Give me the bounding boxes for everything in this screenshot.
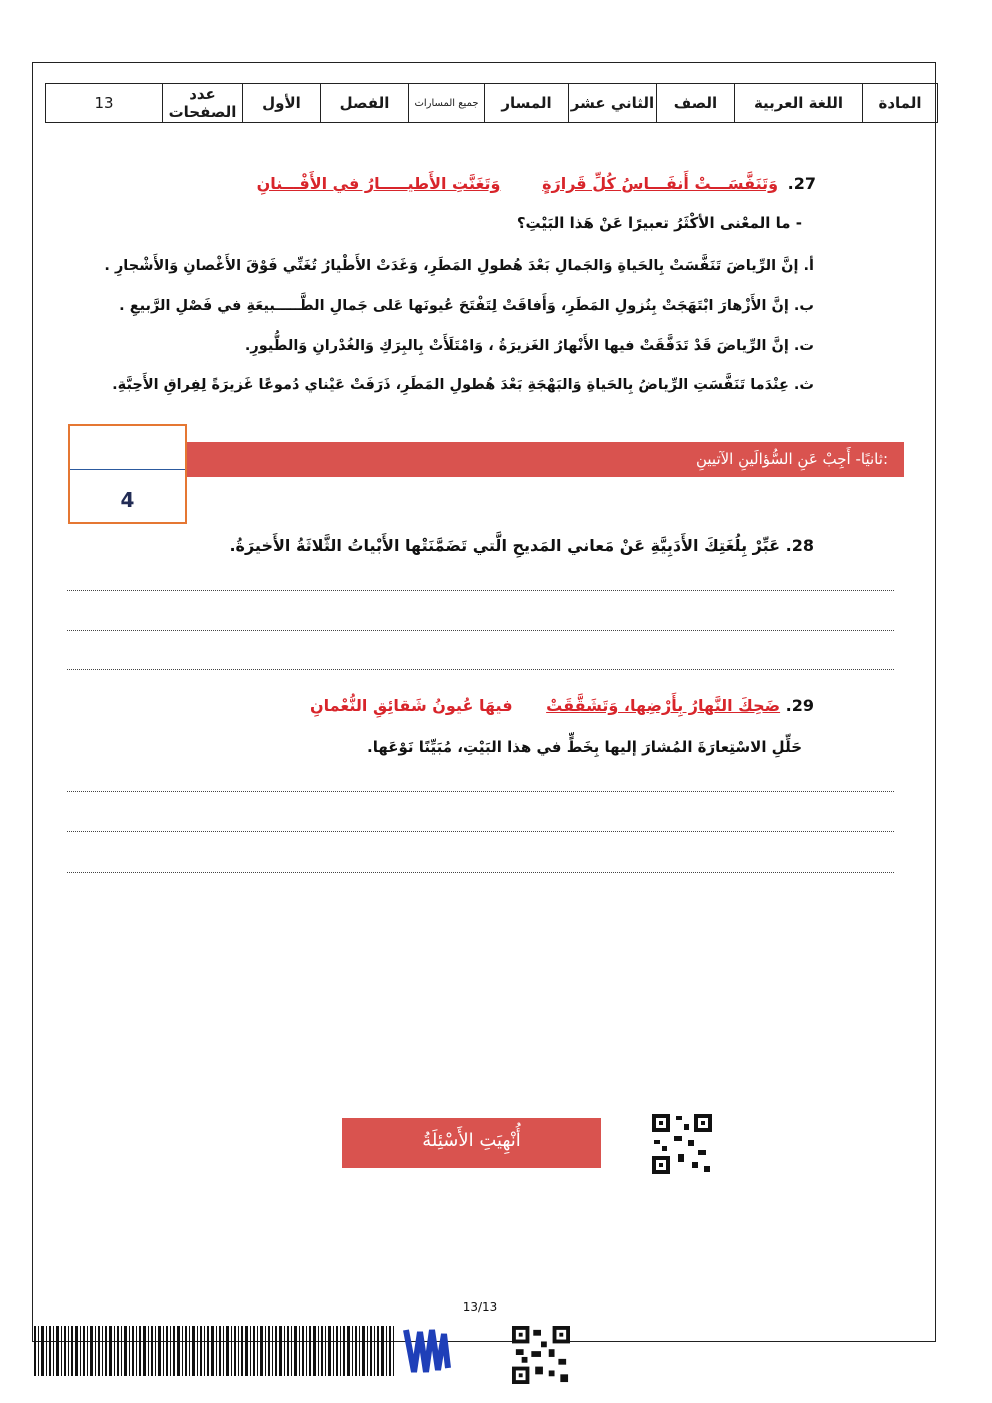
score-box [68,424,187,524]
subject-label: المادة [863,84,938,123]
verse-first-hemistich [546,696,780,715]
page-number: 13/13 [462,1300,498,1314]
pages-label: عدد الصفحات [163,84,243,123]
grade-value: الثاني عشر [569,84,657,123]
question-28 [229,536,814,555]
answer-line[interactable] [67,791,894,792]
questions-finished-label: أُنْهِيَتِ الأَسْئِلَةُ [422,1130,521,1151]
answer-line[interactable] [67,590,894,591]
option-b[interactable]: ب. إنَّ الأَزْهارَ ابْتَهَجَتْ بِنُزولِ المَطَرِ، وَأَفاقَتْ لِتَفْتَحَ عُيونَها عَلى جَمالِ الطَّـــــبيعَةِ في فَصْلِ الرَّبيعِ . [119,298,814,314]
option-a[interactable]: أ. إنَّ الرِّياضَ تَنَفَّسَتْ بِالحَياةِ وَالجَمالِ بَعْدَ هُطولِ المَطَرِ، وَغَدَتْ الأَطْيارُ تُغَنِّي فَوْقَ الأَغْصانِ وَالأَشْجارِ . [104,258,814,274]
answer-line[interactable] [67,831,894,832]
subject-value: اللغة العربية [735,84,863,123]
question-28-text: عَبِّرْ بِلُغَتِكَ الأَدَبِيَّةِ عَنْ مَعاني المَديحِ الَّتي تَضَمَّنَتْها الأَبْياتُ الثَّلاثَةُ الأَخيرَةُ. [229,536,781,555]
question-29-verse [310,696,814,715]
track-value: جميع المسارات [409,84,485,123]
question-29-number: 29. [785,696,814,715]
section-title: ثانيًا- أَجِبْ عَنِ السُّؤالَينِ الآتيينِ: [695,450,888,468]
score-divider [70,469,185,470]
exam-header-table [45,83,938,123]
question-28-number: 28. [785,536,814,555]
track-label: المسار [485,84,569,123]
barcode-icon [34,1326,462,1376]
grade-label: الصف [657,84,735,123]
answer-line[interactable] [67,630,894,631]
answer-line[interactable] [67,872,894,873]
underlined-metaphor: ضَحِكَ النَّهارُ بِأَرْضِها، وَتَشَقَّقَتْ [546,696,781,715]
term-label: الفصل [321,84,409,123]
term-value: الأول [243,84,321,123]
verse-first-hemistich: وَتَنَفَّسَـــتْ أَنفَـــاسُ كُلِّ قَرارَةٍ [542,174,779,193]
question-27-number: 27. [787,174,816,193]
question-27-verse [257,174,816,193]
option-c[interactable]: ت. إنَّ الرِّياضَ قَدْ تَدَفَّقَتْ فيها الأَنْهارُ الغَزيرَةُ ، وَامْتَلَأَتْ بِالبِرَكِ وَالغُدْرانِ وَالطُّيورِ. [244,338,814,354]
qr-code-icon [512,1326,570,1384]
questions-finished-banner [342,1118,601,1168]
pages-value: 13 [46,84,163,123]
question-29-prompt: حَلِّلِ الاسْتِعارَةَ المُشارَ إليها بِخَطٍّ في هذا البَيْتِ، مُبَيِّنًا نَوْعَها. [367,738,802,756]
section-banner [186,442,904,477]
verse-second-hemistich: فيهَا عُيونُ شَقائِقِ النُّعْمانِ [309,696,513,715]
question-27-prompt: - ما المعْنى الأكْثَرُ تعبيرًا عَنْ هَذا البَيْتِ؟ [516,214,802,232]
option-d[interactable]: ث. عِنْدَما تَنَفَّسَتِ الرِّياضُ بِالحَياةِ وَالبَهْجَةِ بَعْدَ هُطولِ المَطَرِ، ذَرَفَتْ عَيْناي دُموعًا غَزيرَةً لِفِراقِ الأَحِبَّةِ. [112,377,814,393]
answer-line[interactable] [67,669,894,670]
verse-second-hemistich: وَتَغَنَّتِ الأَطيـــــارُ في الأَفْـــنانِ [256,174,501,193]
qr-code-icon [652,1114,712,1174]
score-value: 4 [120,488,135,512]
